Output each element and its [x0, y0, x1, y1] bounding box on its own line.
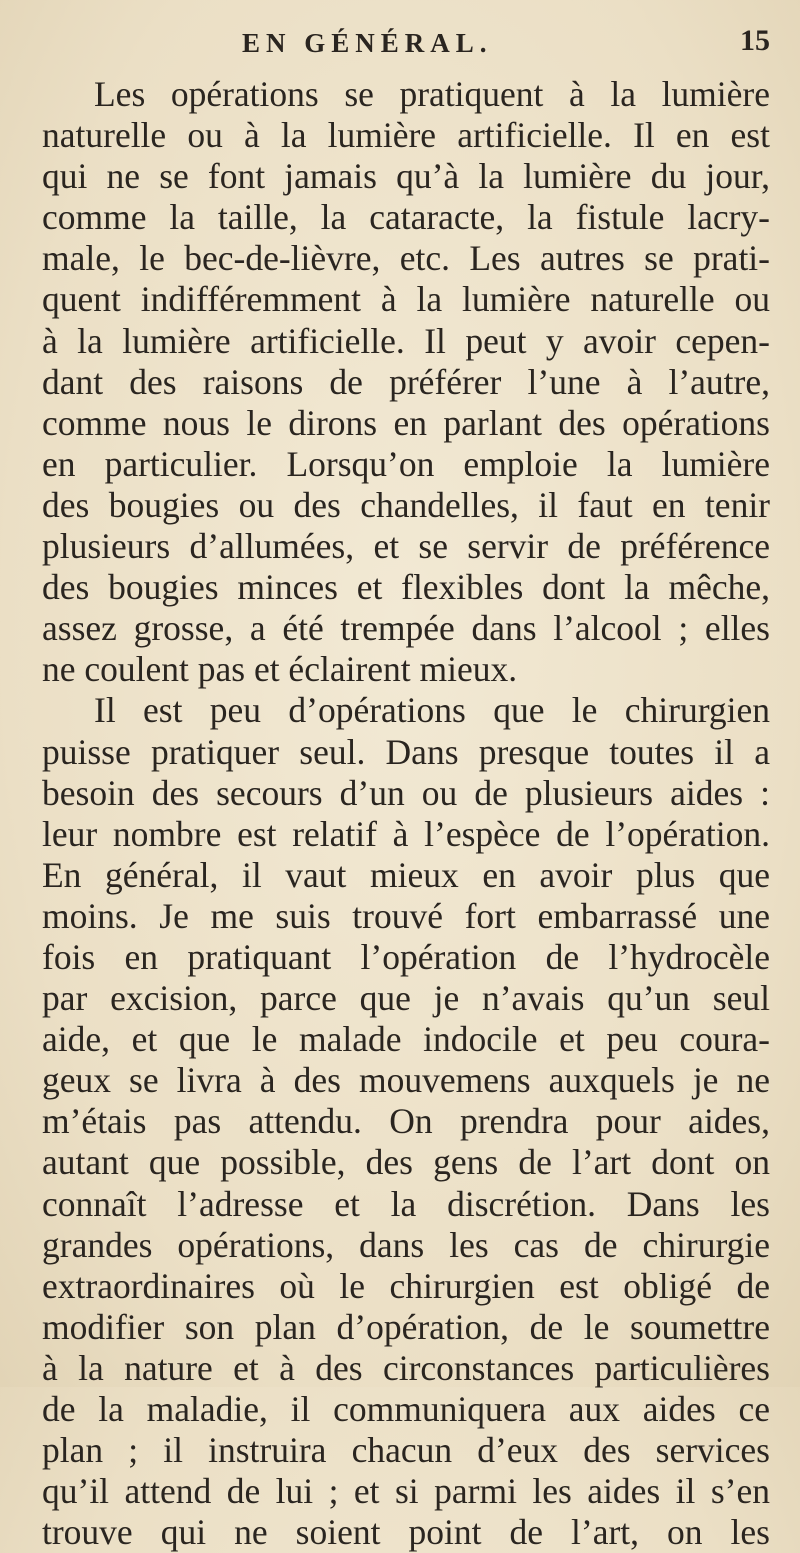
text-line: ne coulent pas et éclairent mieux. [42, 649, 518, 690]
running-head [42, 22, 770, 74]
text-line: connaît l’adresse et la discrétion. Dans les [42, 1183, 770, 1224]
text-line: qui ne se font jamais qu’à la lumière du jour, [42, 156, 770, 197]
text-line: à la lumière artificielle. Il peut y avoir cepen- [42, 320, 770, 361]
text-line: plusieurs d’allumées, et se servir de préférence [42, 526, 770, 567]
text-line: puisse pratiquer seul. Dans presque toutes il a [42, 731, 770, 772]
page-number: 15 [740, 24, 770, 57]
text-line: à la nature et à des circonstances particulières [42, 1347, 770, 1388]
text-line: geux se livra à des mouvemens auxquels je ne [42, 1060, 770, 1101]
text-line: des bougies minces et flexibles dont la mêche, [42, 567, 770, 608]
text-line: En général, il vaut mieux en avoir plus que [42, 854, 770, 895]
text-line: modifier son plan d’opération, de le soumettre [42, 1306, 770, 1347]
text-line: dant des raisons de préférer l’une à l’autre, [42, 361, 770, 402]
text-line: naturelle ou à la lumière artificielle. Il en est [42, 115, 770, 156]
running-title: EN GÉNÉRAL. [242, 28, 493, 58]
text-line: quent indifféremment à la lumière naturelle ou [42, 279, 770, 320]
text-line: Il est peu d’opérations que le chirurgien [94, 690, 770, 731]
text-line: en particulier. Lorsqu’on emploie la lumière [42, 443, 770, 484]
text-line: comme nous le dirons en parlant des opérations [42, 402, 770, 443]
text-line: comme la taille, la cataracte, la fistule lacry- [42, 197, 770, 238]
text-line: aide, et que le malade indocile et peu coura- [42, 1019, 770, 1060]
text-line: trouve qui ne soient point de l’art, on les [42, 1512, 770, 1553]
text-line: besoin des secours d’un ou de plusieurs aides : [42, 772, 770, 813]
text-line: leur nombre est relatif à l’espèce de l’opération. [42, 813, 770, 854]
text-line: plan ; il instruira chacun d’eux des services [42, 1430, 770, 1471]
text-line: Les opérations se pratiquent à la lumière [94, 74, 770, 114]
text-line: male, le bec-de-lièvre, etc. Les autres se prati- [42, 238, 770, 279]
text-line: moins. Je me suis trouvé fort embarrassé une [42, 895, 770, 936]
text-line: m’étais pas attendu. On prendra pour aides, [42, 1101, 770, 1142]
text-line: par excision, parce que je n’avais qu’un seul [42, 978, 770, 1019]
text-line: des bougies ou des chandelles, il faut en tenir [42, 484, 770, 525]
text-line: qu’il attend de lui ; et si parmi les aides il s’en [42, 1471, 770, 1512]
text-line: grandes opérations, dans les cas de chirurgie [42, 1224, 770, 1265]
text-line: extraordinaires où le chirurgien est obligé de [42, 1265, 770, 1306]
book-page [42, 22, 770, 1553]
text-line: assez grosse, a été trempée dans l’alcool ; elles [42, 608, 770, 649]
body-text [42, 74, 770, 1553]
text-line: autant que possible, des gens de l’art dont on [42, 1142, 770, 1183]
text-line: fois en pratiquant l’opération de l’hydrocèle [42, 936, 770, 977]
text-line: de la maladie, il communiquera aux aides ce [42, 1389, 770, 1429]
